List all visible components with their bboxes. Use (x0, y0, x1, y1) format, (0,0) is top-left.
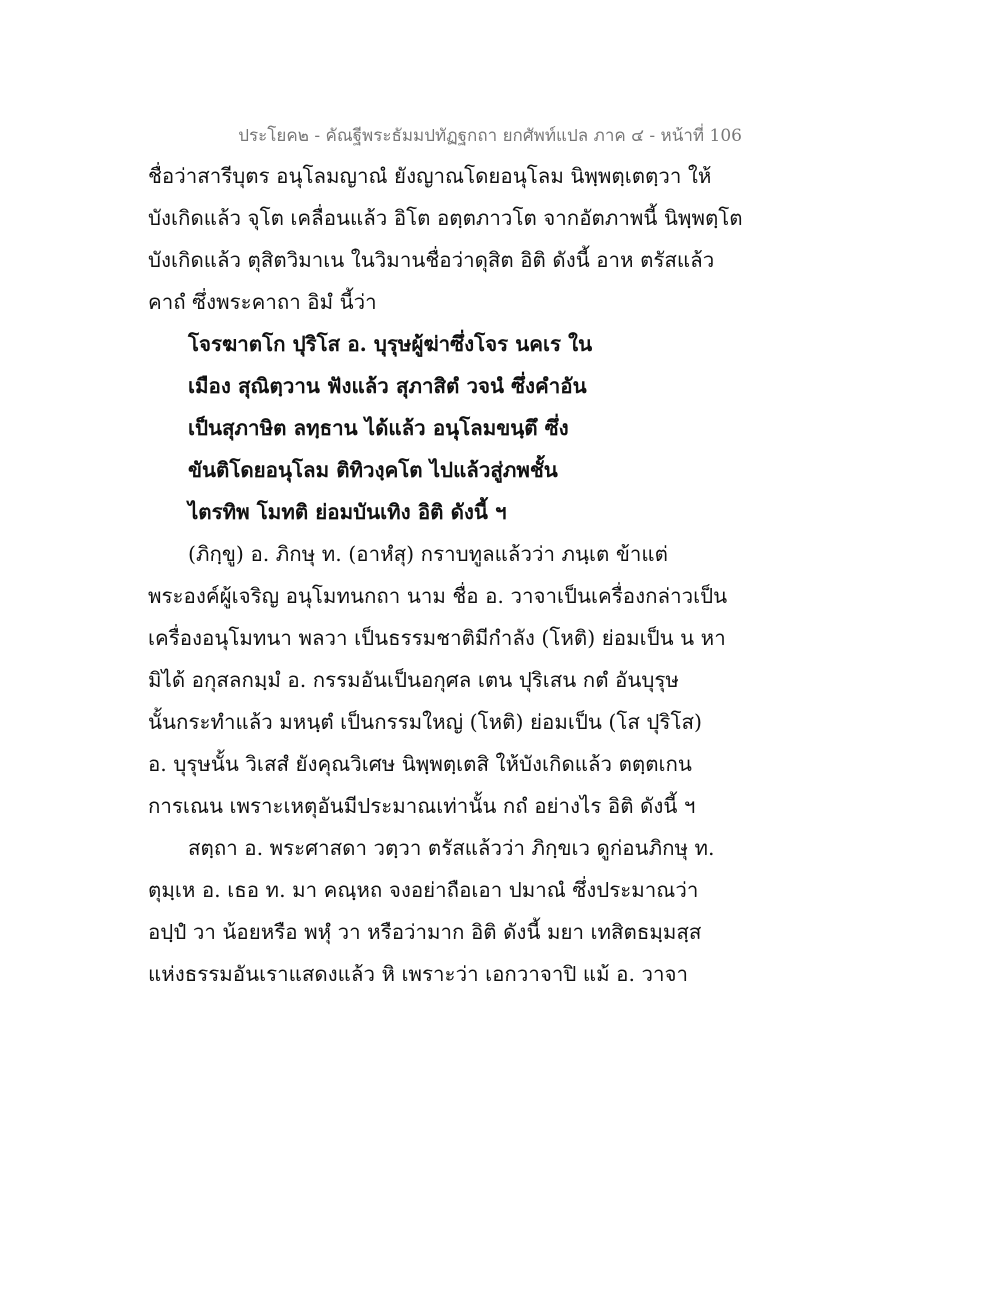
verse-line: เมือง สุณิตฺวาน ฟังแล้ว สุภาสิตํ วจนํ ซึ่งคำอัน (188, 374, 587, 398)
text-line: สตฺถา อ. พระศาสดา วตฺวา ตรัสแล้วว่า ภิกฺขเว ดูก่อนภิกษุ ท. (188, 836, 715, 860)
text-line: อปฺปํ วา น้อยหรือ พหุํ วา หรือว่ามาก อิติ ดังนี้ มยา เทสิตธมฺมสฺส (148, 920, 702, 944)
text-line: คาถํ ซึ่งพระคาถา อิมํ นี้ว่า (148, 290, 377, 314)
text-line: ชื่อว่าสารีบุตร อนุโลมญาณํ ยังญาณโดยอนุโลม นิพฺพตฺเตตฺวา ให้ (148, 164, 712, 188)
verse-line: ไตรทิพ โมทติ ย่อมบันเทิง อิติ ดังนี้ ฯ (188, 500, 507, 524)
text-line: แห่งธรรมอันเราแสดงแล้ว หิ เพราะว่า เอกวาจาปิ แม้ อ. วาจา (148, 962, 689, 986)
text-line: การเณน เพราะเหตุอันมีประมาณเท่านั้น กถํ อย่างไร อิติ ดังนี้ ฯ (148, 794, 696, 818)
text-line: นั้นกระทำแล้ว มหนฺตํ เป็นกรรมใหญ่ (โหติ) ย่อมเป็น (โส ปุริโส) (148, 710, 702, 734)
verse-line: โจรฆาตโก ปุริโส อ. บุรุษผู้ฆ่าซึ่งโจร นคเร ใน (188, 332, 593, 356)
page-header: ประโยค๒ - คัณฐีพระธัมมปทัฏฐกถา ยกศัพท์แปล ภาค ๔ - หน้าที่ 106 (238, 126, 742, 146)
text-line: อ. บุรุษนั้น วิเสสํ ยังคุณวิเศษ นิพฺพตฺเตสิ ให้บังเกิดแล้ว ตตฺตเกน (148, 752, 692, 776)
text-line: บังเกิดแล้ว ตุสิตวิมาเน ในวิมานชื่อว่าดุสิต อิติ ดังนี้ อาห ตรัสแล้ว (148, 248, 715, 272)
text-line: เครื่องอนุโมทนา พลวา เป็นธรรมชาติมีกำลัง (โหติ) ย่อมเป็น น หา (148, 626, 726, 650)
text-line: ตุมฺเห อ. เธอ ท. มา คณฺหถ จงอย่าถือเอา ปมาณํ ซึ่งประมาณว่า (148, 878, 699, 902)
text-line: พระองค์ผู้เจริญ อนุโมทนกถา นาม ชื่อ อ. วาจาเป็นเครื่องกล่าวเป็น (148, 584, 728, 608)
text-line: บังเกิดแล้ว จุโต เคลื่อนแล้ว อิโต อตฺตภาวโต จากอัตภาพนี้ นิพฺพตฺโต (148, 206, 743, 230)
verse-line: เป็นสุภาษิต ลทฺธาน ได้แล้ว อนุโลมขนฺตึ ซึ่ง (188, 416, 569, 440)
verse-line: ขันติโดยอนุโลม ติทิวงฺคโต ไปแล้วสู่ภพชั้น (188, 458, 558, 482)
body-text (148, 156, 748, 996)
text-line: มิได้ อกุสลกมฺมํ อ. กรรมอันเป็นอกุศล เตน ปุริเสน กตํ อันบุรุษ (148, 668, 679, 692)
text-line: (ภิกฺขู) อ. ภิกษุ ท. (อาหํสุ) กราบทูลแล้วว่า ภนฺเต ข้าแต่ (188, 542, 668, 566)
